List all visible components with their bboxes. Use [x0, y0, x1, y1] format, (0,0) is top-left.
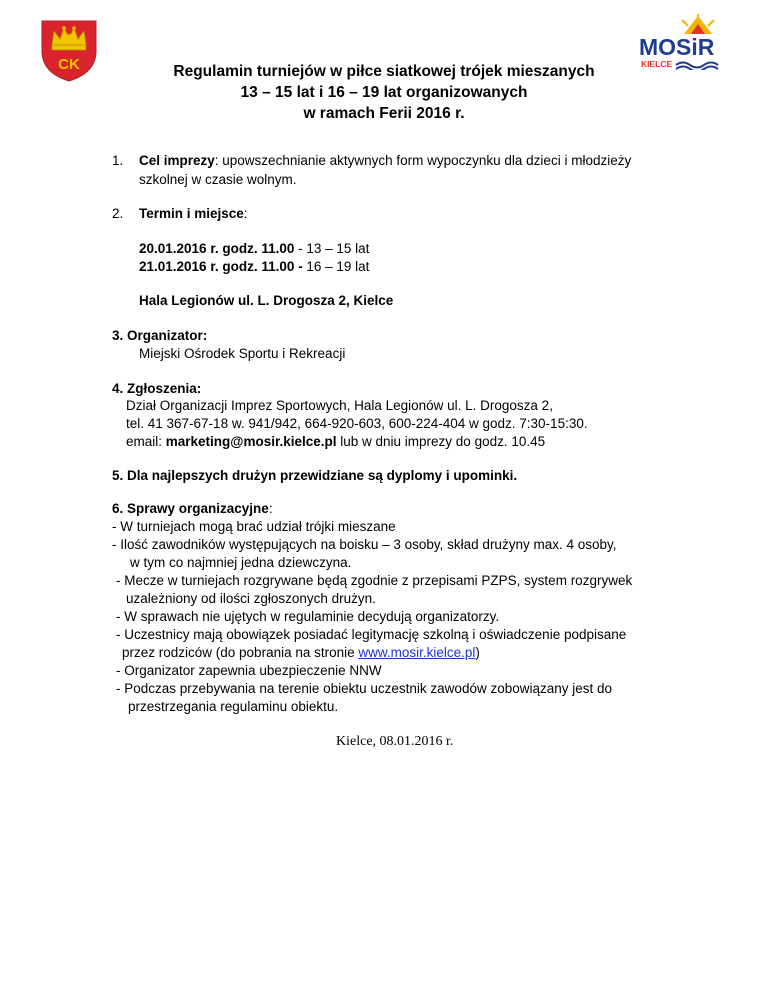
rule-5-cont [122, 644, 480, 662]
place-date: Kielce, 08.01.2016 r. [336, 734, 454, 749]
rule-7-cont: przestrzegania regulaminu obiektu. [128, 699, 339, 714]
section-6-colon: : [268, 501, 273, 516]
rule-4: - W sprawach nie ujętych w regulaminie decydują organizatorzy. [116, 609, 500, 624]
title-line-3: w ramach Ferii 2016 r. [303, 105, 465, 122]
rule-2-cont: w tym co najmniej jedna dziewczyna. [130, 555, 352, 570]
rule-1: - W turniejach mogą brać udział trójki mieszane [112, 519, 396, 534]
date-2: 21.01.2016 r. godz. 11.00 - [139, 259, 303, 274]
section-1-text: : upowszechnianie aktywnych form wypoczynku dla dzieci i młodzieży [214, 153, 632, 168]
title-line-2: 13 – 15 lat i 16 – 19 lat organizowanych [240, 84, 528, 101]
title-line-1: Regulamin turniejów w piłce siatkowej trójek mieszanych [173, 63, 595, 80]
section-6-label: 6. Sprawy organizacyjne [112, 501, 269, 516]
section-1-label: Cel imprezy [139, 153, 215, 168]
section-4-heading: 4. Zgłoszenia: [112, 381, 202, 396]
registration-line-2: tel. 41 367-67-18 w. 941/942, 664-920-603, 600-224-404 w godz. 7:30-15:30. [126, 416, 588, 431]
date-line-1 [139, 240, 369, 258]
rule-2: - Ilość zawodników występujących na boisku – 3 osoby, skład drużyny max. 4 osoby, [112, 537, 617, 552]
logo-subtext: KIELCE [641, 59, 673, 69]
section-2-colon: : [243, 206, 248, 221]
crest-letters: CK [58, 56, 80, 73]
section-2-heading [139, 205, 248, 223]
sun-icon [682, 14, 714, 34]
email-prefix: email: [126, 434, 166, 449]
venue: Hala Legionów ul. L. Drogosza 2, Kielce [139, 293, 394, 308]
organizer-name: Miejski Ośrodek Sportu i Rekreacji [139, 346, 346, 361]
section-2-label: Termin i miejsce [139, 206, 244, 221]
date-1: 20.01.2016 r. godz. 11.00 [139, 241, 295, 256]
section-2-number: 2. [112, 206, 124, 221]
rule-3: - Mecze w turniejach rozgrywane będą zgodnie z przepisami PZPS, system rozgrywek [116, 573, 633, 588]
rule-7: - Podczas przebywania na terenie obiektu uczestnik zawodów zobowiązany jest do [116, 681, 613, 696]
section-1-line-1 [139, 152, 631, 170]
registration-line-3 [126, 433, 545, 451]
email-suffix: lub w dniu imprezy do godz. 10.45 [336, 434, 546, 449]
rule-5-close: ) [475, 645, 480, 660]
section-3-heading: 3. Organizator: [112, 328, 208, 343]
date-1-age: - 13 – 15 lat [294, 241, 370, 256]
logo-text: MOSiR [639, 34, 715, 60]
section-1-number: 1. [112, 153, 124, 168]
section-1-line-2: szkolnej w czasie wolnym. [139, 172, 297, 187]
registration-line-1: Dział Organizacji Imprez Sportowych, Hala Legionów ul. L. Drogosza 2, [126, 398, 553, 413]
date-2-age: 16 – 19 lat [302, 259, 370, 274]
mosir-website-link[interactable]: www.mosir.kielce.pl [358, 645, 476, 660]
rule-3-cont: uzależniony od ilości zgłoszonych drużyn. [126, 591, 376, 606]
section-6-heading [112, 500, 273, 518]
email-address[interactable]: marketing@mosir.kielce.pl [165, 434, 337, 449]
rule-5-text: przez rodziców (do pobrania na stronie [122, 645, 359, 660]
section-5-heading: 5. Dla najlepszych drużyn przewidziane są dyplomy i upominki. [112, 468, 518, 483]
rule-5: - Uczestnicy mają obowiązek posiadać legitymację szkolną i oświadczenie podpisane [116, 627, 627, 642]
date-line-2 [139, 258, 369, 276]
rule-6: - Organizator zapewnia ubezpieczenie NNW [116, 663, 382, 678]
